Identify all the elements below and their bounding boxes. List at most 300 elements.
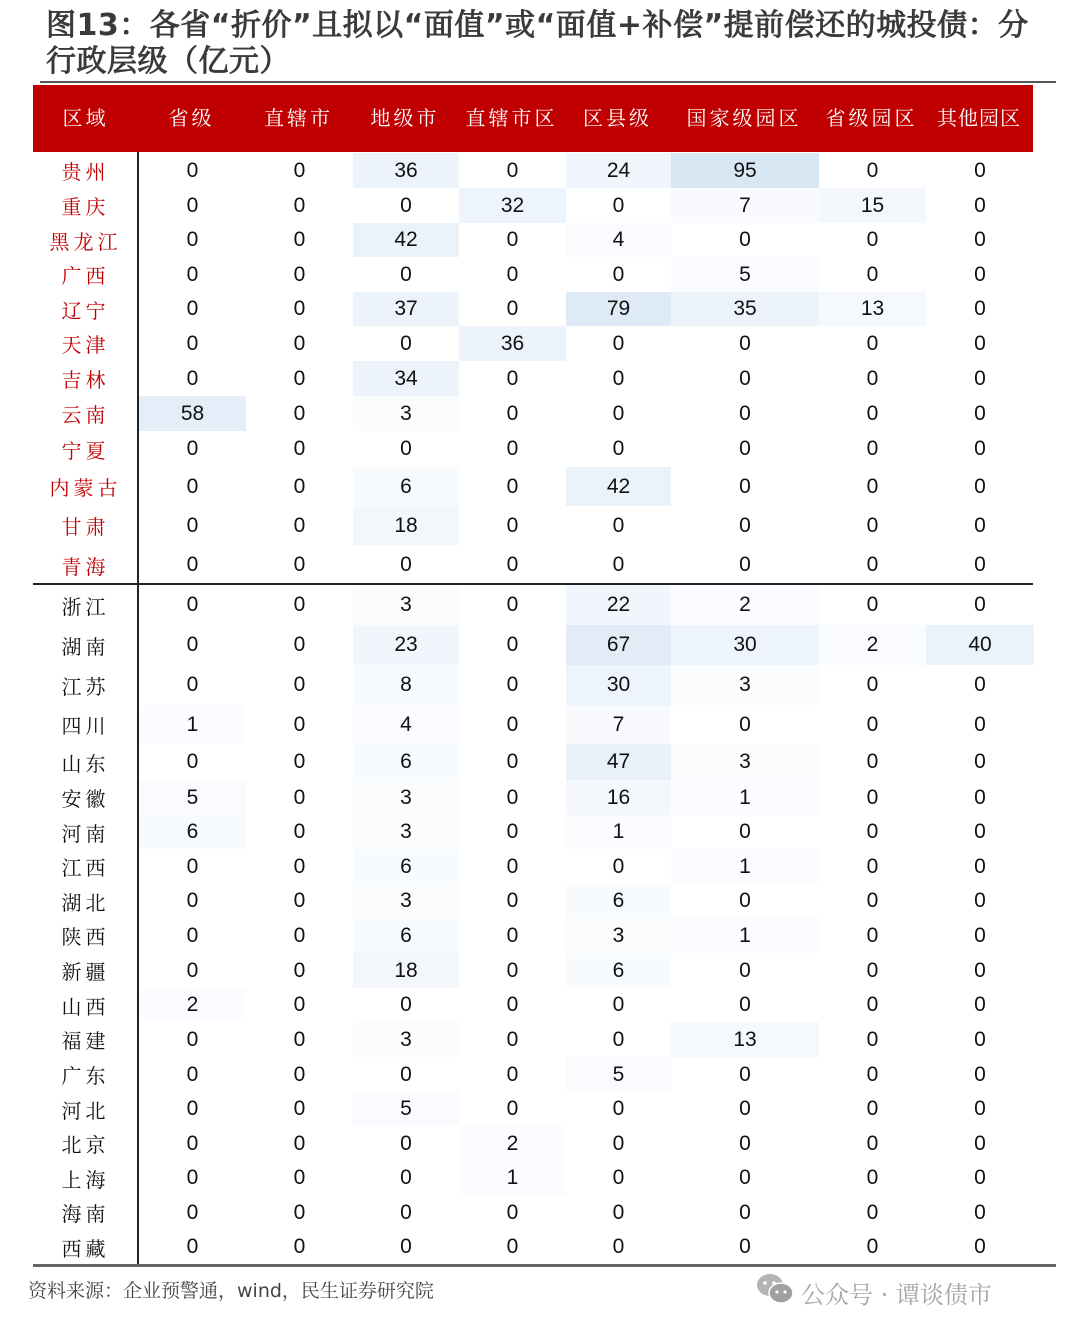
value-cell: 6 xyxy=(353,744,459,780)
wechat-icon xyxy=(755,1272,795,1312)
region-label: 北京 xyxy=(61,1133,110,1157)
value-cell: 0 xyxy=(186,366,199,390)
column-header: 省级园区 xyxy=(825,106,918,130)
table-row xyxy=(33,988,1033,1022)
value-cell: 0 xyxy=(293,1097,306,1120)
value-cell: 0 xyxy=(186,262,199,286)
region-label: 黑龙江 xyxy=(49,229,122,254)
value-cell: 6 xyxy=(566,953,671,988)
value-cell: 0 xyxy=(866,158,879,182)
table-row xyxy=(33,585,1033,625)
region-label: 辽宁 xyxy=(61,298,110,323)
value-cell: 0 xyxy=(506,1062,519,1086)
value-cell: 0 xyxy=(974,1235,986,1258)
value-cell: 0 xyxy=(739,331,751,355)
table-row xyxy=(33,1092,1033,1126)
region-label: 天津 xyxy=(61,333,110,357)
value-cell: 0 xyxy=(866,593,879,616)
value-cell: 0 xyxy=(866,437,879,460)
value-cell: 0 xyxy=(612,437,625,460)
value-cell: 0 xyxy=(866,474,879,498)
value-cell: 0 xyxy=(186,193,199,217)
region-label: 河北 xyxy=(61,1098,110,1123)
value-cell: 0 xyxy=(293,228,306,251)
value-cell: 6 xyxy=(353,918,459,953)
value-cell: 0 xyxy=(739,1200,751,1224)
value-cell: 3 xyxy=(671,744,819,780)
value-cell: 32 xyxy=(459,188,566,223)
value-cell: 13 xyxy=(671,1022,819,1057)
value-cell: 0 xyxy=(186,889,199,912)
value-cell: 42 xyxy=(353,223,459,257)
table-header xyxy=(33,85,1033,152)
value-cell: 22 xyxy=(566,585,671,625)
value-cell: 0 xyxy=(612,1235,625,1258)
value-cell: 0 xyxy=(293,553,306,576)
value-cell: 0 xyxy=(974,712,986,736)
region-label: 河南 xyxy=(61,821,110,846)
value-cell: 0 xyxy=(974,1027,986,1051)
value-cell: 0 xyxy=(506,1097,519,1120)
value-cell: 0 xyxy=(293,1131,306,1155)
region-label: 广东 xyxy=(61,1064,110,1088)
value-cell: 0 xyxy=(974,593,986,616)
value-cell: 0 xyxy=(866,401,879,425)
table-row xyxy=(33,1126,1033,1161)
value-cell: 67 xyxy=(566,625,671,665)
value-cell: 0 xyxy=(506,889,519,912)
table-row xyxy=(33,849,1033,884)
region-label: 浙江 xyxy=(61,594,110,619)
group-divider xyxy=(33,583,1033,585)
value-cell: 0 xyxy=(293,1166,306,1189)
value-cell: 0 xyxy=(739,1097,751,1120)
value-cell: 0 xyxy=(293,593,306,616)
value-cell: 0 xyxy=(186,1131,199,1155)
column-header: 区县级 xyxy=(583,106,652,130)
value-cell: 0 xyxy=(739,553,751,576)
bottom-rule xyxy=(33,1264,1056,1267)
value-cell: 0 xyxy=(506,633,519,656)
value-cell: 0 xyxy=(506,785,519,809)
value-cell: 42 xyxy=(566,467,671,506)
region-label: 四川 xyxy=(61,714,110,738)
value-cell: 0 xyxy=(866,1200,879,1224)
region-label: 吉林 xyxy=(61,368,110,392)
region-label: 甘肃 xyxy=(61,515,110,539)
value-cell: 7 xyxy=(566,705,671,744)
value-cell: 0 xyxy=(866,513,879,537)
value-cell: 6 xyxy=(139,815,246,849)
value-cell: 30 xyxy=(566,665,671,705)
value-cell: 0 xyxy=(739,401,751,425)
value-cell: 0 xyxy=(186,750,199,773)
value-cell: 0 xyxy=(974,820,986,843)
value-cell: 0 xyxy=(506,553,519,576)
region-label: 上海 xyxy=(61,1167,110,1192)
value-cell: 0 xyxy=(506,750,519,773)
value-cell: 0 xyxy=(400,1235,412,1258)
value-cell: 0 xyxy=(293,673,306,696)
value-cell: 0 xyxy=(186,1235,199,1258)
value-cell: 0 xyxy=(974,262,986,286)
value-cell: 0 xyxy=(506,1235,519,1258)
value-cell: 0 xyxy=(186,437,199,460)
value-cell: 0 xyxy=(974,923,986,947)
value-cell: 0 xyxy=(506,923,519,947)
table-row xyxy=(33,467,1033,506)
value-cell: 0 xyxy=(739,1235,751,1258)
value-cell: 36 xyxy=(459,326,566,361)
value-cell: 1 xyxy=(139,705,246,744)
table-row xyxy=(33,744,1033,780)
table-row xyxy=(33,665,1033,705)
value-cell: 0 xyxy=(293,1062,306,1086)
value-cell: 0 xyxy=(506,593,519,616)
table-row xyxy=(33,1230,1033,1264)
value-cell: 0 xyxy=(293,958,306,982)
title-rule xyxy=(40,81,1056,83)
value-cell: 0 xyxy=(400,193,412,217)
value-cell: 0 xyxy=(506,366,519,390)
value-cell: 0 xyxy=(506,262,519,286)
value-cell: 0 xyxy=(866,553,879,576)
value-cell: 0 xyxy=(293,993,306,1016)
region-label: 宁夏 xyxy=(61,438,110,463)
table-row xyxy=(33,257,1033,292)
value-cell: 0 xyxy=(739,437,751,460)
column-header: 直辖市 xyxy=(264,106,333,130)
value-cell: 0 xyxy=(612,1200,625,1224)
value-cell: 0 xyxy=(974,750,986,773)
value-cell: 18 xyxy=(353,506,459,545)
value-cell: 0 xyxy=(974,673,986,696)
column-header: 其他园区 xyxy=(937,106,1021,130)
value-cell: 0 xyxy=(974,331,986,355)
table-row xyxy=(33,223,1033,257)
value-cell: 0 xyxy=(612,262,625,286)
value-cell: 0 xyxy=(186,854,199,878)
value-cell: 24 xyxy=(566,153,671,188)
value-cell: 0 xyxy=(866,366,879,390)
value-cell: 3 xyxy=(566,918,671,953)
value-cell: 79 xyxy=(566,292,671,326)
table-row xyxy=(33,705,1033,744)
value-cell: 47 xyxy=(566,744,671,780)
region-label: 云南 xyxy=(61,403,110,427)
value-cell: 0 xyxy=(293,262,306,286)
value-cell: 0 xyxy=(866,1166,879,1189)
value-cell: 0 xyxy=(506,437,519,460)
value-cell: 0 xyxy=(866,331,879,355)
value-cell: 0 xyxy=(739,889,751,912)
value-cell: 0 xyxy=(974,553,986,576)
value-cell: 0 xyxy=(293,1200,306,1224)
value-cell: 0 xyxy=(400,553,412,576)
region-label: 湖北 xyxy=(61,890,110,915)
value-cell: 0 xyxy=(612,1027,625,1051)
value-cell: 0 xyxy=(739,1131,751,1155)
value-cell: 0 xyxy=(293,437,306,460)
value-cell: 0 xyxy=(866,1062,879,1086)
value-cell: 0 xyxy=(186,1200,199,1224)
value-cell: 0 xyxy=(866,993,879,1016)
value-cell: 0 xyxy=(400,1166,412,1189)
region-label: 陕西 xyxy=(61,925,110,949)
value-cell: 0 xyxy=(293,366,306,390)
value-cell: 1 xyxy=(566,815,671,849)
value-cell: 0 xyxy=(400,1131,412,1155)
value-cell: 6 xyxy=(353,467,459,506)
value-cell: 3 xyxy=(353,815,459,849)
value-cell: 0 xyxy=(293,331,306,355)
value-cell: 0 xyxy=(186,553,199,576)
value-cell: 0 xyxy=(866,750,879,773)
value-cell: 0 xyxy=(612,1166,625,1189)
value-cell: 0 xyxy=(293,750,306,773)
value-cell: 0 xyxy=(866,1027,879,1051)
value-cell: 18 xyxy=(353,953,459,988)
value-cell: 0 xyxy=(186,1166,199,1189)
value-cell: 0 xyxy=(186,633,199,656)
value-cell: 4 xyxy=(566,223,671,257)
value-cell: 0 xyxy=(293,633,306,656)
value-cell: 0 xyxy=(974,854,986,878)
figure-title: 图13：各省“折价”且拟以“面值”或“面值+补偿”提前偿还的城投债：分行政层级（亿元） xyxy=(46,8,1029,79)
value-cell: 0 xyxy=(186,513,199,537)
value-cell: 15 xyxy=(819,188,926,223)
value-cell: 0 xyxy=(739,958,751,982)
value-cell: 23 xyxy=(353,625,459,665)
column-header: 地级市 xyxy=(370,106,440,130)
value-cell: 3 xyxy=(353,585,459,625)
value-cell: 0 xyxy=(739,513,751,537)
region-label: 内蒙古 xyxy=(49,476,122,500)
value-cell: 0 xyxy=(293,889,306,912)
region-column-divider xyxy=(137,152,139,1264)
value-cell: 0 xyxy=(974,889,986,912)
value-cell: 30 xyxy=(671,625,819,665)
value-cell: 0 xyxy=(974,1131,986,1155)
value-cell: 6 xyxy=(353,849,459,884)
value-cell: 0 xyxy=(974,785,986,809)
value-cell: 0 xyxy=(866,228,879,251)
value-cell: 37 xyxy=(353,292,459,326)
value-cell: 0 xyxy=(974,366,986,390)
value-cell: 0 xyxy=(293,712,306,736)
value-cell: 0 xyxy=(293,193,306,217)
value-cell: 3 xyxy=(353,884,459,918)
value-cell: 0 xyxy=(866,712,879,736)
value-cell: 35 xyxy=(671,292,819,326)
value-cell: 0 xyxy=(866,923,879,947)
column-header: 省级 xyxy=(168,106,215,130)
table-row xyxy=(33,953,1033,988)
region-label: 湖南 xyxy=(61,634,110,659)
value-cell: 0 xyxy=(866,820,879,843)
watermark-text: 公众号 · 谭谈债市 xyxy=(801,1280,992,1309)
region-label: 江苏 xyxy=(61,674,110,699)
value-cell: 1 xyxy=(459,1161,566,1195)
value-cell: 0 xyxy=(506,401,519,425)
value-cell: 0 xyxy=(186,297,199,320)
value-cell: 0 xyxy=(186,228,199,251)
value-cell: 6 xyxy=(566,884,671,918)
value-cell: 0 xyxy=(506,673,519,696)
value-cell: 0 xyxy=(612,854,625,878)
value-cell: 4 xyxy=(353,705,459,744)
value-cell: 0 xyxy=(186,593,199,616)
value-cell: 0 xyxy=(866,1131,879,1155)
value-cell: 0 xyxy=(974,958,986,982)
value-cell: 0 xyxy=(186,474,199,498)
value-cell: 0 xyxy=(739,1062,751,1086)
region-label: 山东 xyxy=(61,751,110,776)
value-cell: 3 xyxy=(353,396,459,431)
value-cell: 2 xyxy=(819,625,926,665)
value-cell: 0 xyxy=(866,1097,879,1120)
value-cell: 0 xyxy=(974,401,986,425)
value-cell: 0 xyxy=(506,158,519,182)
value-cell: 58 xyxy=(139,396,246,431)
table-row xyxy=(33,545,1033,585)
source-note: 资料来源：企业预警通，wind，民生证券研究院 xyxy=(28,1280,434,1302)
value-cell: 2 xyxy=(459,1126,566,1161)
table-row xyxy=(33,1022,1033,1057)
value-cell: 0 xyxy=(974,1062,986,1086)
value-cell: 1 xyxy=(671,918,819,953)
value-cell: 0 xyxy=(974,193,986,217)
value-cell: 0 xyxy=(186,673,199,696)
value-cell: 0 xyxy=(293,297,306,320)
table-row xyxy=(33,625,1033,665)
value-cell: 0 xyxy=(866,889,879,912)
value-cell: 0 xyxy=(974,993,986,1016)
table-row xyxy=(33,361,1033,396)
value-cell: 36 xyxy=(353,153,459,188)
region-label: 江西 xyxy=(61,856,110,880)
watermark xyxy=(755,1272,992,1312)
table-row xyxy=(33,188,1033,223)
value-cell: 0 xyxy=(974,1200,986,1224)
table-row xyxy=(33,918,1033,953)
value-cell: 0 xyxy=(506,1027,519,1051)
value-cell: 0 xyxy=(739,474,751,498)
value-cell: 3 xyxy=(353,780,459,815)
value-cell: 0 xyxy=(506,820,519,843)
value-cell: 0 xyxy=(293,401,306,425)
table-row xyxy=(33,780,1033,815)
value-cell: 0 xyxy=(612,331,625,355)
value-cell: 0 xyxy=(974,474,986,498)
table-row xyxy=(33,1057,1033,1092)
value-cell: 0 xyxy=(612,401,625,425)
region-label: 山西 xyxy=(61,994,110,1019)
value-cell: 5 xyxy=(139,780,246,815)
value-cell: 0 xyxy=(506,228,519,251)
value-cell: 0 xyxy=(293,820,306,843)
value-cell: 0 xyxy=(186,1027,199,1051)
value-cell: 0 xyxy=(506,993,519,1016)
value-cell: 0 xyxy=(293,785,306,809)
value-cell: 0 xyxy=(974,297,986,320)
value-cell: 0 xyxy=(866,958,879,982)
value-cell: 5 xyxy=(566,1057,671,1092)
value-cell: 5 xyxy=(671,257,819,292)
value-cell: 0 xyxy=(506,1200,519,1224)
value-cell: 2 xyxy=(139,988,246,1022)
value-cell: 0 xyxy=(506,297,519,320)
value-cell: 0 xyxy=(293,923,306,947)
value-cell: 0 xyxy=(974,1166,986,1189)
table-row xyxy=(33,1195,1033,1230)
value-cell: 0 xyxy=(612,513,625,537)
region-label: 贵州 xyxy=(61,160,110,184)
region-label: 青海 xyxy=(61,554,110,579)
value-cell: 5 xyxy=(353,1092,459,1126)
value-cell: 0 xyxy=(506,513,519,537)
value-cell: 0 xyxy=(186,1097,199,1120)
value-cell: 0 xyxy=(293,513,306,537)
value-cell: 1 xyxy=(671,780,819,815)
value-cell: 0 xyxy=(866,262,879,286)
value-cell: 0 xyxy=(974,513,986,537)
value-cell: 0 xyxy=(186,158,199,182)
value-cell: 0 xyxy=(186,958,199,982)
column-header: 直辖市区 xyxy=(465,106,558,130)
value-cell: 0 xyxy=(400,437,412,460)
value-cell: 0 xyxy=(866,854,879,878)
value-cell: 0 xyxy=(739,820,751,843)
value-cell: 0 xyxy=(866,673,879,696)
region-label: 西藏 xyxy=(61,1236,110,1261)
value-cell: 3 xyxy=(353,1022,459,1057)
value-cell: 95 xyxy=(671,153,819,188)
value-cell: 0 xyxy=(739,366,751,390)
value-cell: 0 xyxy=(186,331,199,355)
value-cell: 0 xyxy=(293,854,306,878)
table-row xyxy=(33,292,1033,326)
table-row xyxy=(33,431,1033,467)
value-cell: 0 xyxy=(506,474,519,498)
value-cell: 0 xyxy=(186,923,199,947)
value-cell: 0 xyxy=(974,437,986,460)
value-cell: 7 xyxy=(671,188,819,223)
table-row xyxy=(33,506,1033,545)
value-cell: 1 xyxy=(671,849,819,884)
table-row xyxy=(33,326,1033,361)
value-cell: 0 xyxy=(739,993,751,1016)
value-cell: 0 xyxy=(612,1097,625,1120)
value-cell: 0 xyxy=(293,1235,306,1258)
column-header: 国家级园区 xyxy=(686,106,802,130)
value-cell: 0 xyxy=(866,1235,879,1258)
value-cell: 0 xyxy=(400,331,412,355)
value-cell: 0 xyxy=(506,854,519,878)
region-label: 海南 xyxy=(61,1202,110,1226)
value-cell: 0 xyxy=(506,958,519,982)
value-cell: 0 xyxy=(506,712,519,736)
region-label: 新疆 xyxy=(61,960,110,984)
table-row xyxy=(33,153,1033,188)
region-label: 重庆 xyxy=(61,195,110,219)
value-cell: 0 xyxy=(400,993,412,1016)
value-cell: 3 xyxy=(671,665,819,705)
table-row xyxy=(33,1161,1033,1195)
value-cell: 0 xyxy=(293,158,306,182)
value-cell: 8 xyxy=(353,665,459,705)
value-cell: 0 xyxy=(739,1166,751,1189)
